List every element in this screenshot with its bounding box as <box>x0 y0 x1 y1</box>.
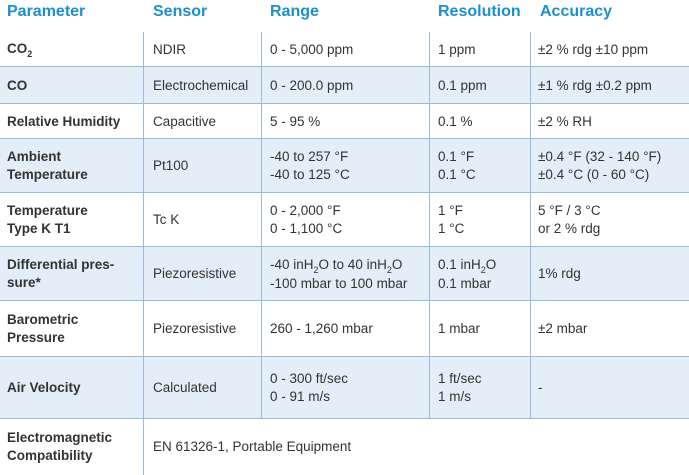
table-header <box>0 0 689 32</box>
resolution-cell: 1 ft/sec 1 m/s <box>438 371 482 404</box>
header-resolution: Resolution <box>438 3 521 20</box>
range-cell: -40 to 257 °F -40 to 125 °C <box>270 149 350 182</box>
table-row <box>0 193 689 247</box>
sensor-cell: Capacitive <box>153 113 217 129</box>
resolution-cell: 1 °F 1 °C <box>438 203 465 236</box>
param-cell: Relative Humidity <box>7 113 121 129</box>
param-cell: Ambient Temperature <box>7 149 88 182</box>
param-cell: Electromagnetic Compatibility <box>7 430 113 463</box>
param-cell: CO <box>7 77 28 93</box>
param-cell: Temperature Type K T1 <box>7 203 88 236</box>
accuracy-cell: 5 °F / 3 °C or 2 % rdg <box>538 203 601 236</box>
sensor-cell: Tc K <box>153 212 180 227</box>
accuracy-cell: ±2 % RH <box>538 113 592 129</box>
accuracy-cell: ±0.4 °F (32 - 140 °F) ±0.4 °C (0 - 60 °C) <box>538 149 662 182</box>
header-sensor: Sensor <box>153 3 208 20</box>
sensor-cell: NDIR <box>153 41 186 57</box>
table-row <box>0 301 689 357</box>
param-cell: Differential pres-sure* <box>7 257 115 290</box>
accuracy-cell: - <box>538 380 543 395</box>
header-range: Range <box>270 3 319 20</box>
sensor-span-cell: EN 61326-1, Portable Equipment <box>153 439 352 454</box>
table-row <box>0 32 689 67</box>
resolution-cell: 0.1 inH$_2$O 0.1 mbar <box>438 256 497 291</box>
resolution-cell: 1 ppm <box>438 41 476 57</box>
param-cell: Air Velocity <box>7 380 81 395</box>
param-cell <box>7 32 137 67</box>
accuracy-cell: 1% rdg <box>538 266 581 281</box>
table-row <box>0 357 689 419</box>
sensor-cell: Pt100 <box>153 158 189 173</box>
param-cell: Barometric Pressure <box>7 312 79 345</box>
table-row <box>0 419 689 475</box>
resolution-cell: 0.1 ppm <box>438 77 487 93</box>
range-cell: 5 - 95 % <box>270 113 321 129</box>
table-row <box>0 247 689 301</box>
accuracy-cell: ±1 % rdg ±0.2 ppm <box>538 77 652 93</box>
resolution-cell: 0.1 °F 0.1 °C <box>438 149 476 182</box>
range-cell: 0 - 200.0 ppm <box>270 77 354 93</box>
range-cell: 0 - 5,000 ppm <box>270 41 354 57</box>
sensor-cell: Piezoresistive <box>153 321 237 336</box>
resolution-cell: 0.1 % <box>438 113 473 129</box>
accuracy-cell: ±2 mbar <box>538 321 588 336</box>
range-cell: -40 inH$_2$O to 40 inH$_2$O -100 mbar to 100 mbar <box>270 256 408 291</box>
resolution-cell: 1 mbar <box>438 321 481 336</box>
range-cell: 0 - 300 ft/sec 0 - 91 m/s <box>270 371 349 404</box>
range-cell: 0 - 2,000 °F 0 - 1,100 °C <box>270 203 343 236</box>
header-accuracy: Accuracy <box>540 3 613 20</box>
header-parameter: Parameter <box>7 3 86 20</box>
table-row <box>0 139 689 193</box>
param-label: $CO_2$ <box>7 41 33 59</box>
table-row <box>0 104 689 139</box>
range-cell: 260 - 1,260 mbar <box>270 321 373 336</box>
sensor-cell: Calculated <box>153 380 217 395</box>
table-row <box>0 67 689 104</box>
sensor-cell: Piezoresistive <box>153 266 237 281</box>
sensor-cell: Electrochemical <box>153 77 249 93</box>
accuracy-cell: ±2 % rdg ±10 ppm <box>538 41 649 57</box>
